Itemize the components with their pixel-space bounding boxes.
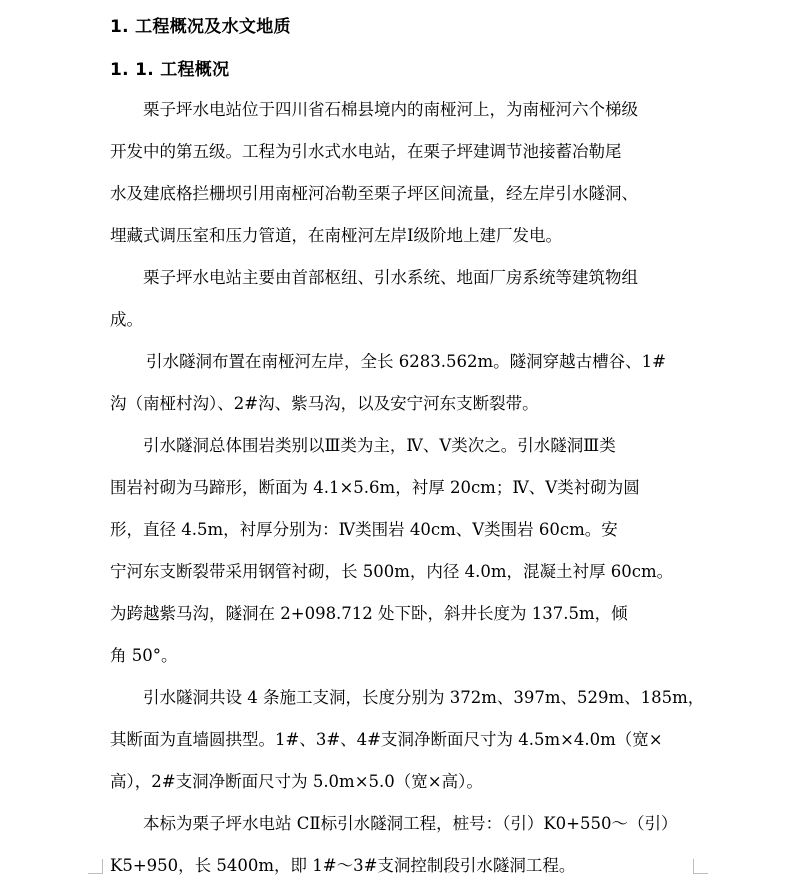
paragraph-line: 其断面为直墙圆拱型。1#、3#、4#支洞净断面尺寸为 4.5m×4.0m（宽× [110,730,663,749]
paragraph-line: 成。 [110,310,143,329]
paragraph-line: 角 50°。 [110,646,178,665]
paragraph-line: 栗子坪水电站主要由首部枢纽、引水系统、地面厂房系统等建筑物组 [143,268,638,287]
paragraph-line: 为跨越紫马沟，隧洞在 2+098.712 处下卧，斜井长度为 137.5m，倾 [110,604,628,623]
paragraph-line: K5+950，长 5400m，即 1#～3#支洞控制段引水隧洞工程。 [110,856,576,875]
paragraph-line: 水及建底格拦栅坝引用南桠河冶勒至栗子坪区间流量，经左岸引水隧洞、 [110,184,638,203]
paragraph-line: 引水隧洞总体围岩类别以Ⅲ类为主，Ⅳ、Ⅴ类次之。引水隧洞Ⅲ类 [143,436,616,455]
margin-corner-mark [88,859,103,874]
paragraph-line: 沟（南桠村沟）、2#沟、紫马沟，以及安宁河东支断裂带。 [110,394,539,413]
paragraph-line: 引水隧洞共设 4 条施工支洞，长度分别为 372m、397m、529m、185m， [143,688,705,707]
paragraph-line: 宁河东支断裂带采用钢管衬砌，长 500m，内径 4.0m，混凝土衬厚 60cm。 [110,562,674,581]
paragraph-line: 本标为栗子坪水电站 CⅡ标引水隧洞工程，桩号：（引）K0+550～（引） [143,814,678,833]
paragraph-line: 围岩衬砌为马蹄形，断面为 4.1×5.6m，衬厚 20cm；Ⅳ、Ⅴ类衬砌为圆 [110,478,640,497]
paragraph-line: 高），2#支洞净断面尺寸为 5.0m×5.0（宽×高）。 [110,772,483,791]
paragraph-line: 埋藏式调压室和压力管道，在南桠河左岸Ⅰ级阶地上建厂发电。 [110,226,563,245]
margin-corner-mark [693,859,708,874]
section-heading: 1. 工程概况及水文地质 [110,17,291,37]
paragraph-line: 开发中的第五级。工程为引水式水电站，在栗子坪建调节池接蓄冶勒尾 [110,142,622,161]
paragraph-line: 形，直径 4.5m，衬厚分别为：Ⅳ类围岩 40cm、Ⅴ类围岩 60cm。安 [110,520,618,539]
paragraph-line: 栗子坪水电站位于四川省石棉县境内的南桠河上，为南桠河六个梯级 [143,100,638,119]
paragraph-line: 引水隧洞布置在南桠河左岸，全长 6283.562m。隧洞穿越古槽谷、1# [146,352,666,371]
subsection-heading: 1. 1. 工程概况 [110,60,230,80]
